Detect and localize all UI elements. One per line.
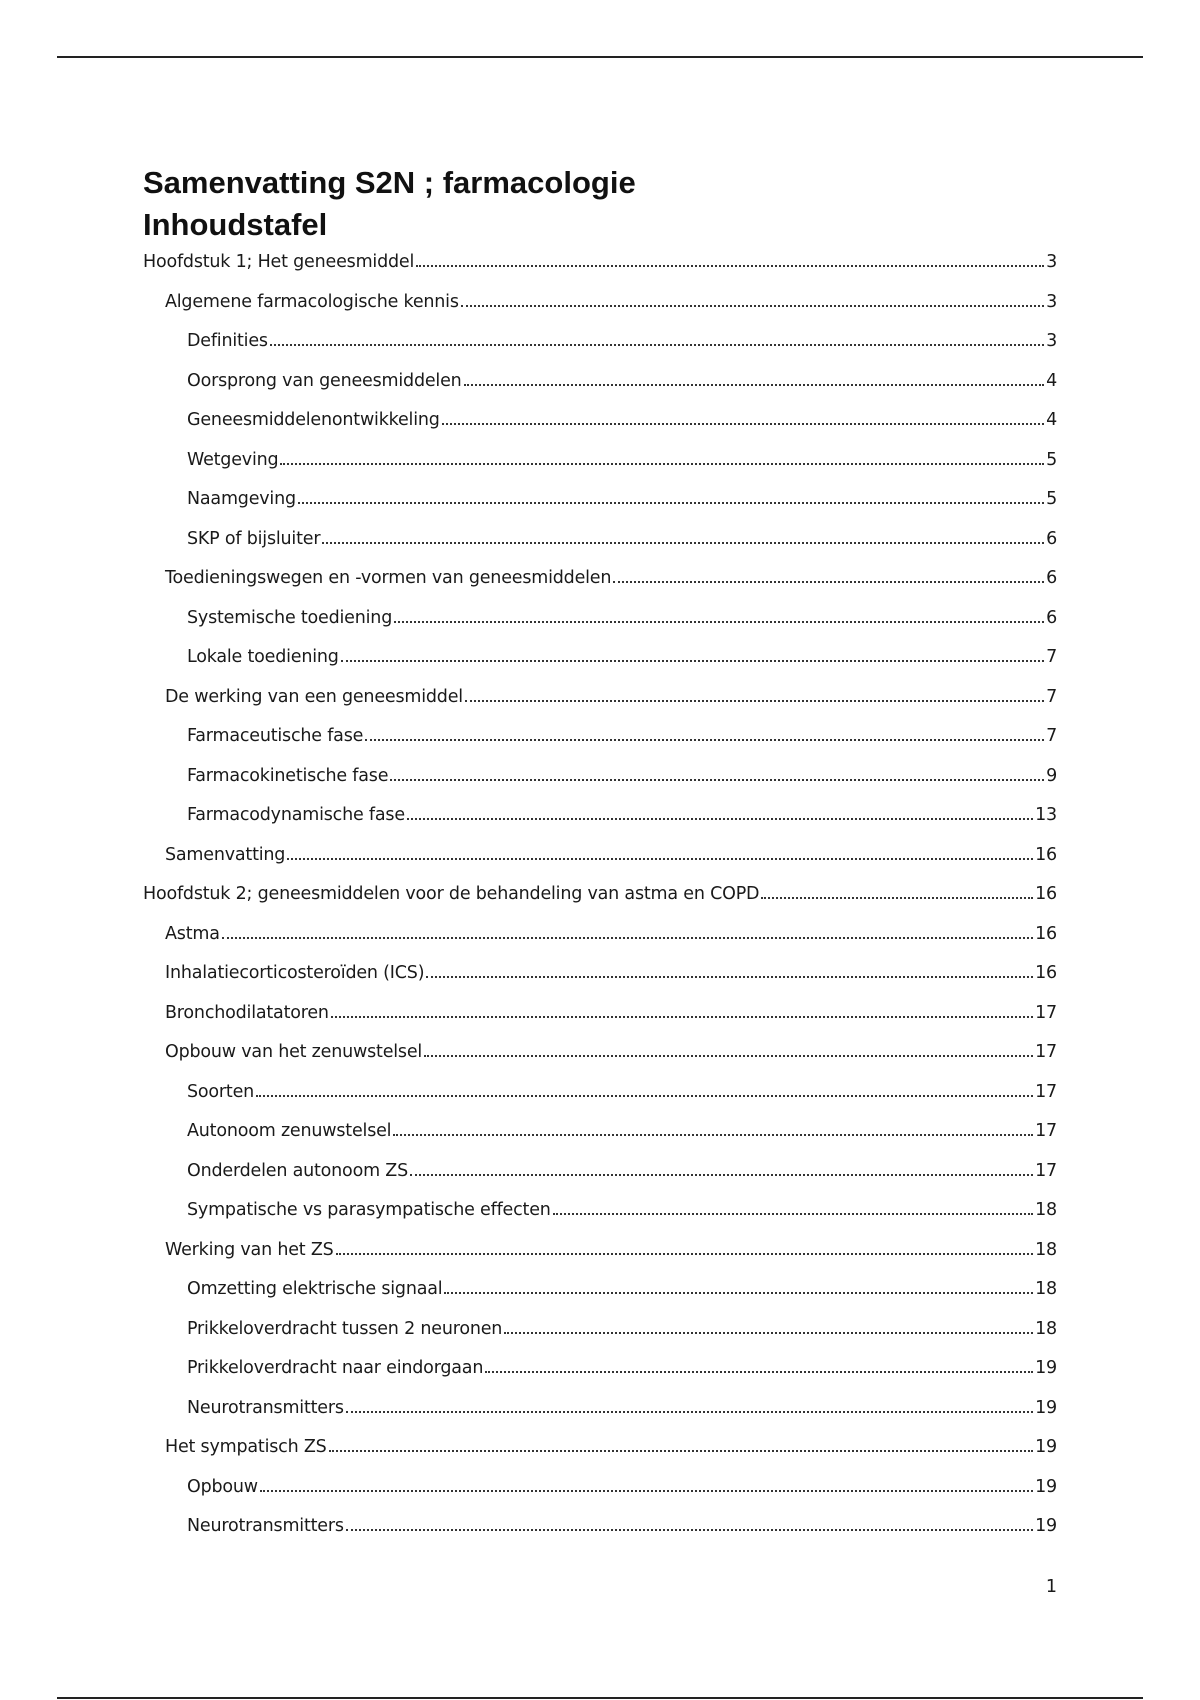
toc-entry[interactable]	[143, 845, 1057, 885]
header-rule	[57, 56, 1143, 58]
document-body	[143, 162, 1057, 1556]
toc-entry[interactable]	[143, 331, 1057, 371]
toc-entry-label: Autonoom zenuwstelsel	[187, 1121, 392, 1141]
toc-entry-label: Werking van het ZS	[165, 1239, 334, 1260]
toc-entry[interactable]	[143, 805, 1057, 845]
toc-entry-page: 6	[1046, 607, 1057, 628]
toc-dot-leader	[761, 896, 1033, 899]
toc-entry[interactable]	[143, 371, 1057, 411]
toc-entry[interactable]	[143, 529, 1057, 569]
toc-entry[interactable]	[143, 1279, 1057, 1319]
toc-dot-leader	[393, 1133, 1033, 1136]
toc-entry[interactable]	[143, 884, 1057, 924]
toc-entry-label: SKP of bijsluiter	[187, 528, 321, 549]
toc-entry-page: 19	[1035, 1397, 1057, 1418]
toc-entry-page: 3	[1046, 331, 1057, 351]
toc-entry-page: 19	[1035, 1516, 1057, 1536]
toc-dot-leader	[461, 304, 1044, 307]
toc-dot-leader	[442, 422, 1044, 425]
toc-entry-label: Samenvatting	[165, 844, 286, 865]
toc-entry[interactable]	[143, 1477, 1057, 1517]
toc-entry[interactable]	[143, 1516, 1057, 1556]
toc-entry-label: Opbouw	[187, 1476, 258, 1497]
toc-dot-leader	[390, 778, 1044, 781]
toc-entry-page: 5	[1046, 449, 1057, 470]
toc-entry-label: Astma	[165, 923, 220, 944]
toc-entry-page: 16	[1035, 844, 1057, 865]
toc-dot-leader	[260, 1489, 1033, 1492]
toc-dot-leader	[256, 1094, 1033, 1097]
toc-entry-page: 7	[1046, 647, 1057, 667]
toc-dot-leader	[329, 1449, 1034, 1452]
toc-entry-page: 3	[1046, 291, 1057, 312]
toc-entry[interactable]	[143, 450, 1057, 490]
toc-dot-leader	[346, 1528, 1033, 1531]
page-number: 1	[1045, 1577, 1057, 1597]
toc-dot-leader	[365, 738, 1044, 741]
toc-entry-label: Onderdelen autonoom ZS	[187, 1160, 408, 1181]
toc-dot-leader	[613, 580, 1044, 583]
toc-entry-label: Bronchodilatatoren	[165, 1002, 329, 1023]
toc-entry[interactable]	[143, 1358, 1057, 1398]
toc-entry-page: 18	[1035, 1200, 1057, 1220]
toc-entry-page: 19	[1035, 1437, 1057, 1457]
toc-entry-label: De werking van een geneesmiddel	[165, 686, 463, 707]
toc-entry-page: 9	[1046, 765, 1057, 786]
toc-entry-page: 18	[1035, 1279, 1057, 1299]
toc-dot-leader	[322, 541, 1044, 544]
toc-dot-leader	[336, 1252, 1034, 1255]
toc-entry-label: Geneesmiddelenontwikkeling	[187, 410, 440, 430]
toc-entry-label: Hoofdstuk 1; Het geneesmiddel	[143, 252, 415, 272]
toc-entry[interactable]	[143, 647, 1057, 687]
toc-dot-leader	[553, 1212, 1033, 1215]
toc-entry-label: Systemische toediening	[187, 607, 393, 628]
toc-entry-label: Prikkeloverdracht tussen 2 neuronen	[187, 1318, 503, 1339]
toc-entry-label: Wetgeving	[187, 449, 279, 470]
toc-entry-page: 16	[1035, 923, 1057, 944]
toc-dot-leader	[424, 1054, 1033, 1057]
toc-dot-leader	[341, 659, 1044, 662]
toc-entry-page: 16	[1035, 884, 1057, 904]
toc-entry-label: Prikkeloverdracht naar eindorgaan	[187, 1358, 484, 1378]
toc-entry-page: 4	[1046, 410, 1057, 430]
toc-entry-page: 7	[1046, 726, 1057, 746]
toc-dot-leader	[410, 1173, 1033, 1176]
toc-entry-label: Toedieningswegen en -vormen van geneesmiddelen	[165, 568, 612, 588]
toc-entry-label: Sympatische vs parasympatische effecten	[187, 1200, 551, 1220]
toc-entry-page: 17	[1035, 1042, 1057, 1062]
toc-entry[interactable]	[143, 292, 1057, 332]
toc-dot-leader	[270, 343, 1044, 346]
toc-entry-page: 6	[1046, 568, 1057, 588]
toc-dot-leader	[485, 1370, 1033, 1373]
toc-entry-label: Neurotransmitters	[187, 1516, 344, 1536]
toc-entry[interactable]	[143, 410, 1057, 450]
toc-dot-leader	[222, 936, 1033, 939]
toc-entry[interactable]	[143, 766, 1057, 806]
toc-dot-leader	[394, 620, 1044, 623]
toc-dot-leader	[298, 501, 1044, 504]
toc-entry[interactable]	[143, 1319, 1057, 1359]
toc-entry-page: 17	[1035, 1002, 1057, 1023]
toc-entry-page: 4	[1046, 370, 1057, 391]
footer-rule	[57, 1697, 1143, 1699]
toc-entry[interactable]	[143, 924, 1057, 964]
toc-entry[interactable]	[143, 608, 1057, 648]
toc-entry[interactable]	[143, 1437, 1057, 1477]
toc-entry-label: Definities	[187, 331, 268, 351]
document-title: Samenvatting S2N ; farmacologie	[143, 165, 636, 200]
toc-entry-page: 18	[1035, 1318, 1057, 1339]
toc-entry-label: Omzetting elektrische signaal	[187, 1279, 443, 1299]
toc-dot-leader	[331, 1015, 1033, 1018]
toc-entry-label: Inhalatiecorticosteroïden (ICS)	[165, 963, 425, 983]
toc-dot-leader	[407, 817, 1033, 820]
toc-dot-leader	[426, 975, 1033, 978]
toc-entry-page: 16	[1035, 963, 1057, 983]
toc-entry[interactable]	[143, 1398, 1057, 1438]
toc-entry-label: Hoofdstuk 2; geneesmiddelen voor de behandeling van astma en COPD	[143, 884, 760, 904]
toc-entry[interactable]	[143, 1200, 1057, 1240]
toc-entry-page: 19	[1035, 1358, 1057, 1378]
toc-dot-leader	[346, 1410, 1033, 1413]
toc-entry-label: Neurotransmitters	[187, 1397, 344, 1418]
toc-entry-page: 17	[1035, 1121, 1057, 1141]
toc-dot-leader	[287, 857, 1033, 860]
toc-entry[interactable]	[143, 1082, 1057, 1122]
toc-entry-label: Farmacokinetische fase	[187, 765, 389, 786]
toc-entry[interactable]	[143, 1042, 1057, 1082]
toc-entry-page: 17	[1035, 1081, 1057, 1102]
toc-entry[interactable]	[143, 1161, 1057, 1201]
toc-entry[interactable]	[143, 252, 1057, 292]
toc-entry-page: 7	[1046, 686, 1057, 707]
toc-entry[interactable]	[143, 1003, 1057, 1043]
toc-entry-page: 6	[1046, 528, 1057, 549]
toc-entry-page: 13	[1035, 805, 1057, 825]
toc-entry[interactable]	[143, 687, 1057, 727]
toc-entry-label: Naamgeving	[187, 489, 296, 509]
toc-entry-label: Opbouw van het zenuwstelsel	[165, 1042, 423, 1062]
toc-entry-label: Oorsprong van geneesmiddelen	[187, 370, 462, 391]
toc-entry-page: 19	[1035, 1476, 1057, 1497]
toc-entry[interactable]	[143, 489, 1057, 529]
toc-entry-page: 18	[1035, 1239, 1057, 1260]
toc-entry-label: Het sympatisch ZS	[165, 1437, 327, 1457]
toc-dot-leader	[465, 699, 1044, 702]
toc-dot-leader	[416, 264, 1044, 267]
toc-heading: Inhoudstafel	[143, 207, 328, 242]
toc-dot-leader	[444, 1291, 1033, 1294]
toc-entry[interactable]	[143, 726, 1057, 766]
toc-entry-page: 17	[1035, 1160, 1057, 1181]
toc-entry[interactable]	[143, 568, 1057, 608]
toc-entry-page: 3	[1046, 252, 1057, 272]
toc-entry[interactable]	[143, 963, 1057, 1003]
toc-entry[interactable]	[143, 1240, 1057, 1280]
toc-dot-leader	[280, 462, 1044, 465]
toc-entry[interactable]	[143, 1121, 1057, 1161]
toc-entry-label: Farmacodynamische fase	[187, 805, 405, 825]
toc-entry-label: Farmaceutische fase	[187, 726, 364, 746]
toc-dot-leader	[504, 1331, 1033, 1334]
toc-entry-label: Lokale toediening	[187, 647, 339, 667]
toc-entry-page: 5	[1046, 489, 1057, 509]
table-of-contents	[143, 252, 1057, 1556]
toc-entry-label: Algemene farmacologische kennis	[165, 291, 459, 312]
toc-entry-label: Soorten	[187, 1081, 255, 1102]
toc-dot-leader	[464, 383, 1045, 386]
